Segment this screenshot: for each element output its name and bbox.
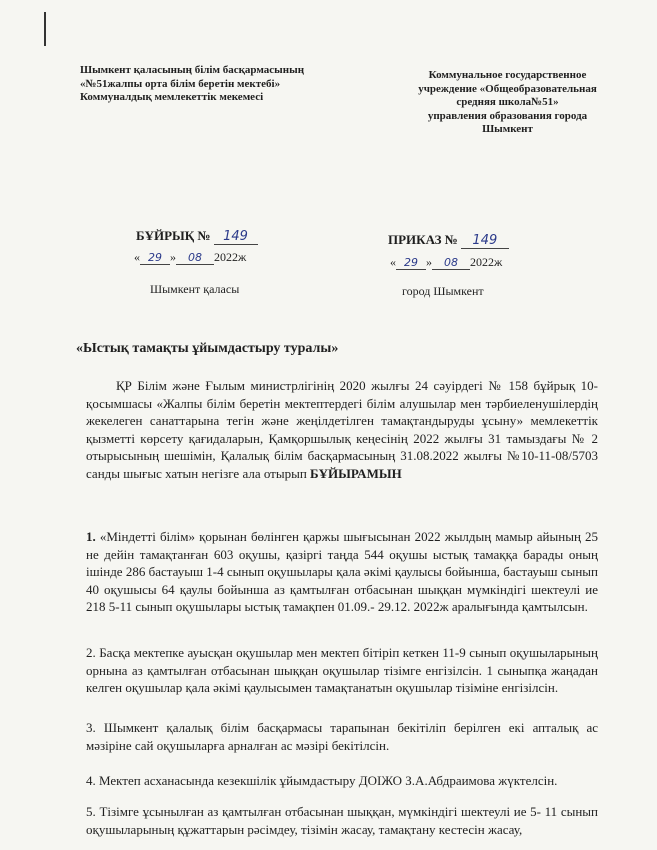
intro-text: ҚР Білім және Ғылым министрлігінің 2020 жылғы 24 сәуірдегі № 158 бұйрық 10-қосымшасы «Жалпы білім беретін мектептердегі білім алушылар мен тәрбиеленушілердің жекелеген санаттарына тегін және жеңілдетілген тамақтандыруды ұсыну» мемлекеттік қызметті көрсету қағидаларын, Қамқоршылық кеңесінің 2022 жылғы 31 тамыздағы № 2 отырысының шешімін, Қалалық білім басқармасының 31.08.2022 жылғы №10-11-08/5703 санды шығыс хатын негізге ала отырып [86,378,598,481]
order-kz-number: 149 [214,230,258,245]
date-close-quote: » [426,255,432,269]
header-right-line: Шымкент [482,123,533,135]
order-ru-number: 149 [461,234,509,249]
intro-emphasis: БҰЙЫРАМЫН [310,465,402,481]
order-kz-year: 2022ж [214,250,247,264]
header-left-line: Коммуналдық мемлекеттік мекемесі [80,91,264,103]
item-text: Шымкент қалалық білім басқармасы тарапынан бекітіліп берілген екі апталық ас мәзіріне сай оқушыларға арналған ас мәзірі бекітілсін. [86,720,599,753]
order-kz-month: 08 [176,252,214,265]
margin-mark [44,12,46,46]
order-ru [388,232,509,249]
document-title: «Ыстық тамақты ұйымдастыру туралы» [76,341,339,356]
header-right-line: учреждение «Общеобразовательная [418,82,597,95]
date-open-quote: « [390,255,396,269]
item-text: «Міндетті білім» қорынан бөлінген қаржы шығысынан 2022 жылдың мамыр айының 25 не дейін тамақтанған 603 оқушы, қазіргі таңда 544 оқушы ыстық тамаққа барады оның ішінде 286 бастауыш 1-4 сынып оқушылары қала әкімі қаулысы бойынша, бастауыш сынып 40 оқушысы 64 қаулы бойынша аз қамтылған отбасынан шыққан мүмкіндігі шектеулі ие 218 5-11 сынып оқушылары ыстық тамақпен 01.09.- 29.12. 2022ж аралығында қамтылсын. [86,529,599,615]
intro-paragraph [86,377,598,483]
header-left [80,64,380,105]
item-number: 2. [86,645,96,660]
item-5 [86,803,598,838]
date-close-quote: » [170,250,176,264]
header-left-line: Шымкент қаласының білім басқармасының [80,64,305,76]
item-text: Тізімге ұсынылған аз қамтылған отбасынан шыққан, мүмкіндігі шектеулі ие 5- 11 сынып оқушыларының құжаттарын рәсімдеу, тізімін жасау, тамақтану кестесін жасау, [86,804,599,837]
order-kz-label: БҰЙРЫҚ № [136,228,211,243]
order-kz [136,228,258,245]
order-ru-year: 2022ж [470,255,503,269]
order-kz-day: 29 [140,252,170,265]
item-text: Басқа мектепке ауысқан оқушылар мен мектеп бітіріп кеткен 11-9 сынып оқушыларының орнына аз қамтылған отбасынан шыққан оқушылар тізімге енгізілсін. 1 сыныпқа жаңадан келген оқушылар қала әкімі қаулысымен тамақтанатын оқушылар тізіміне енгізілсін. [86,645,598,696]
header-right [395,69,620,137]
item-number: 3. [86,720,96,735]
item-2 [86,644,598,697]
item-1 [86,528,598,616]
order-kz-date [134,250,246,265]
item-number: 4. [86,773,96,788]
header-left-line: «№51жалпы орта білім беретін мектебі» [80,77,281,90]
item-number: 1. [86,529,96,544]
item-3 [86,719,598,754]
order-ru-city: город Шымкент [402,284,484,298]
header-right-line: средняя школа№51» [456,96,559,108]
order-ru-month: 08 [432,257,470,270]
item-4 [86,772,598,790]
order-kz-city: Шымкент қаласы [150,282,240,296]
item-number: 5. [86,804,96,819]
order-ru-label: ПРИКАЗ № [388,232,458,247]
order-ru-date [390,255,502,270]
order-ru-day: 29 [396,257,426,270]
header-right-line: управления образования города [427,109,588,122]
item-text: Мектеп асханасында кезекшілік ұйымдастыру ДОІЖО З.А.Абдраимова жүктелсін. [99,773,558,788]
header-right-line: Коммунальное государственное [428,69,587,81]
date-open-quote: « [134,250,140,264]
